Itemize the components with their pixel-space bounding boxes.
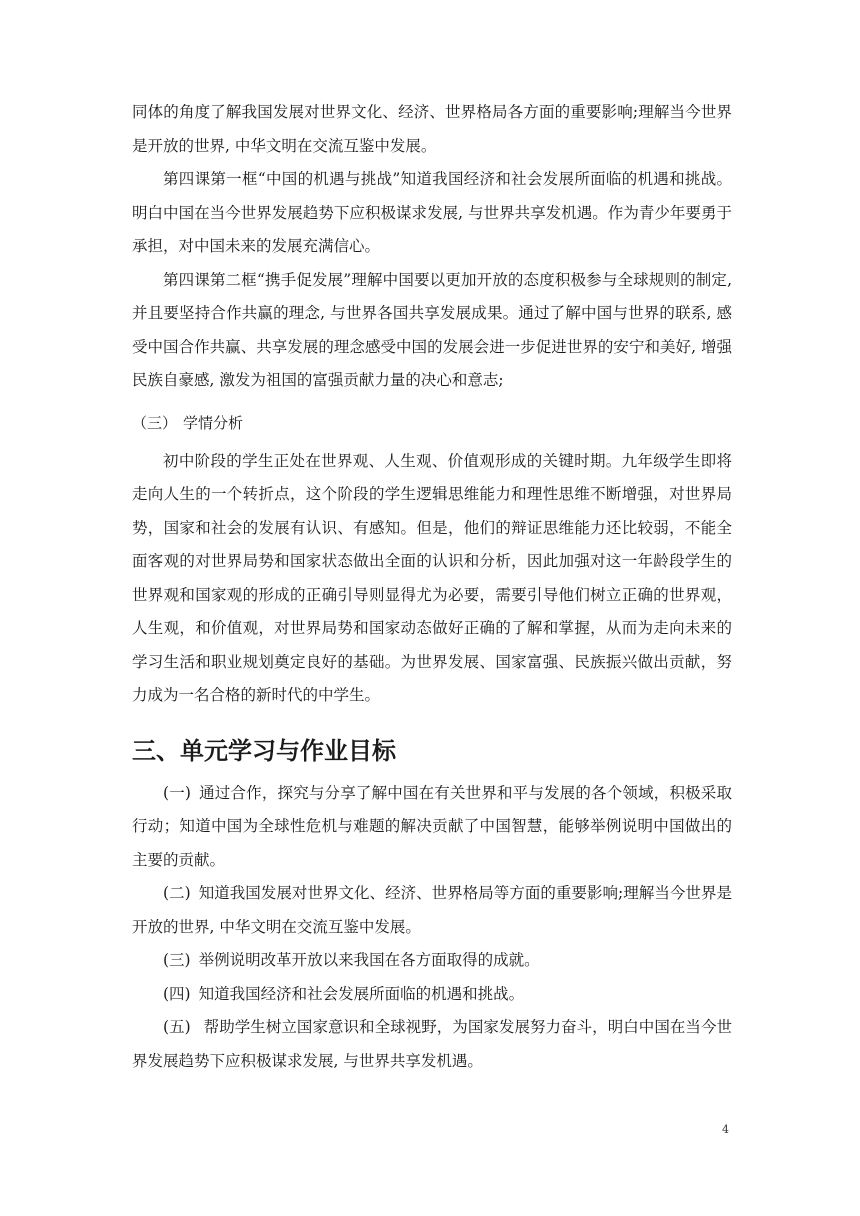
student-analysis-number: （三） [132,413,178,432]
lesson4-frame1-paragraph: 第四课第一框“中国的机遇与挑战”知道我国经济和社会发展所面临的机遇和挑战。明白中国在当今世界发展趋势下应积极谋求发展, 与世界共享发机遇。作为青少年要勇于承担，对中国未来的发展充满信心。 [132,170,732,255]
goal-item [132,944,732,978]
goal-text: 知道我国经济和社会发展所面临的机遇和挑战。 [198,984,525,1003]
page-number: 4 [722,1123,729,1136]
goal-text: 通过合作，探究与分享了解中国在有关世界和平与发展的各个领域，积极采取行动；知道中国为全球性危机与难题的解决贡献了中国智慧，能够举例说明中国做出的主要的贡献。 [132,783,732,869]
student-analysis-title: 学情分析 [183,413,244,432]
goal-text: 帮助学生树立国家意识和全球视野，为国家发展努力奋斗，明白中国在当今世界发展趋势下应积极谋求发展, 与世界共享发机遇。 [132,1018,732,1070]
goal-text: 知道我国发展对世界文化、经济、世界格局等方面的重要影响;理解当今世界是开放的世界, 中华文明在交流互鉴中发展。 [132,884,732,936]
goal-item [132,877,732,944]
goal-label: (五) [163,1018,191,1036]
goal-label: (四) [163,984,191,1003]
intro-carryover-paragraph: 同体的角度了解我国发展对世界文化、经济、世界格局各方面的重要影响;理解当今世界是开放的世界, 中华文明在交流互鉴中发展。 [132,103,732,155]
goal-item [132,777,732,878]
lesson4-frame2-paragraph: 第四课第二框“携手促发展”理解中国要以更加开放的态度积极参与全球规则的制定, 并且要坚持合作共赢的理念, 与世界各国共享发展成果。通过了解中国与世界的联系, 感受中国合作共赢、共享发展的理念感受中国的发展会进一步促进世界的安宁和美好, 增强民族自豪感, 激发为祖国的富强贡献力量的决心和意志; [132,270,732,389]
document-page [132,96,732,1078]
goal-label: (三) [163,951,191,969]
section-title: 三、单元学习与作业目标 [132,736,396,765]
goal-text: 举例说明改革开放以来我国在各方面取得的成就。 [198,951,540,969]
goal-label: (二) [163,884,191,902]
student-analysis-paragraph: 初中阶段的学生正处在世界观、人生观、价值观形成的关键时期。九年级学生即将走向人生的一个转折点，这个阶段的学生逻辑思维能力和理性思维不断增强，对世界局势，国家和社会的发展有认识、有感知。但是，他们的辩证思维能力还比较弱，不能全面客观的对世界局势和国家状态做出全面的认识和分析，因此加强对这一年龄段学生的世界观和国家观的形成的正确引导则显得尤为必要，需要引导他们树立正确的世界观，人生观，和价值观，对世界局势和国家动态做好正确的了解和掌握，从而为走向未来的学习生活和职业规划奠定良好的基础。为世界发展、国家富强、民族振兴做出贡献，努力成为一名合格的新时代的中学生。 [132,451,732,704]
goal-label: (一) [163,783,191,802]
goal-item [132,978,732,1012]
goal-item [132,1011,732,1078]
student-analysis-heading [132,407,732,439]
